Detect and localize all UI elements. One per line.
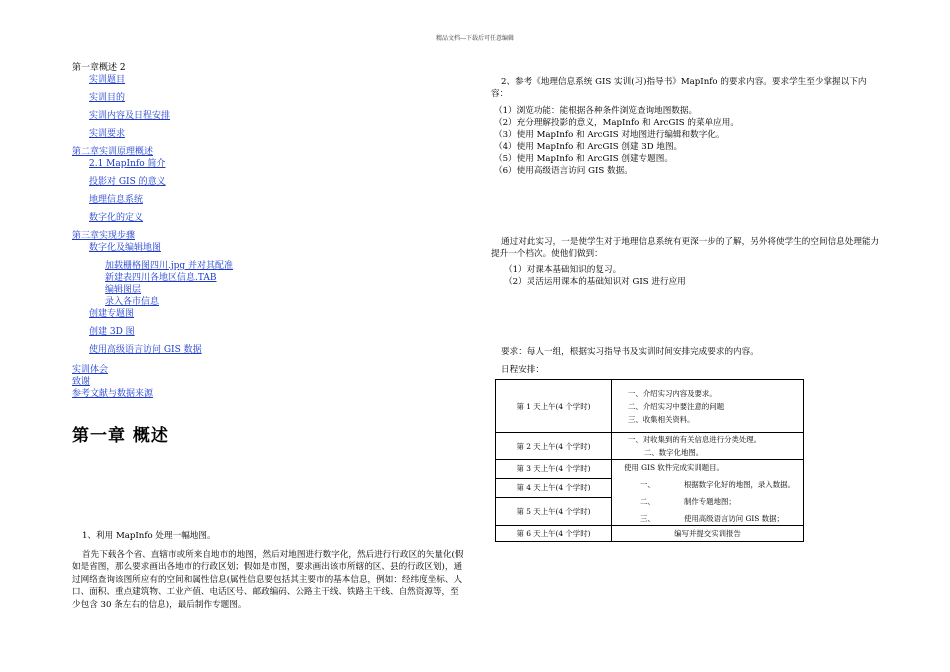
toc-entry[interactable] bbox=[72, 364, 412, 376]
toc-link[interactable]: 第二章实训原理概述 bbox=[72, 147, 154, 157]
day-cell: 第 4 天上午(4 个学时) bbox=[496, 478, 612, 497]
toc-link[interactable]: 创建 3D 图 bbox=[89, 327, 135, 337]
toc-link[interactable]: 第三章实现步骤 bbox=[72, 231, 136, 241]
day-cell: 第 3 天上午(4 个学时) bbox=[496, 460, 612, 479]
table-row bbox=[496, 526, 804, 542]
list-item: （3）使用 MapInfo 和 ArcGIS 对地图进行编辑和数字化。 bbox=[494, 130, 725, 140]
toc-entry[interactable] bbox=[72, 242, 412, 254]
day-cell: 第 6 天上午(4 个学时) bbox=[496, 526, 612, 542]
toc-entry[interactable] bbox=[72, 284, 412, 296]
toc-entry[interactable] bbox=[72, 326, 412, 338]
list-item: （2）灵活运用课本的基础知识对 GIS 进行应用 bbox=[504, 277, 686, 287]
purpose-paragraph: 通过对此实习，一是使学生对于地理信息系统有更深一步的了解，另外将使学生的空间信息处理能力提升一个档次。使他们做到： bbox=[491, 237, 880, 259]
table-of-contents bbox=[72, 62, 412, 400]
toc-entry[interactable] bbox=[72, 74, 412, 86]
toc-link[interactable]: 录入各市信息 bbox=[105, 297, 160, 307]
toc-entry[interactable] bbox=[72, 296, 412, 308]
table-row bbox=[496, 380, 804, 433]
content-line: 一、对收集到的有关信息进行分类处理。 bbox=[628, 435, 762, 444]
toc-link[interactable]: 2.1 MapInfo 简介 bbox=[89, 159, 166, 169]
toc-entry[interactable] bbox=[72, 376, 412, 388]
item-number: 一、 bbox=[640, 480, 655, 489]
toc-text: 第一章概述 2 bbox=[72, 63, 126, 73]
toc-entry[interactable] bbox=[72, 92, 412, 104]
toc-link[interactable]: 致谢 bbox=[72, 377, 91, 387]
toc-entry[interactable] bbox=[72, 158, 412, 170]
toc-entry[interactable] bbox=[72, 272, 412, 284]
item-number: 二、 bbox=[640, 497, 655, 506]
content-line: 二、数字化地图。 bbox=[644, 448, 704, 457]
content-line: 三、收集相关资料。 bbox=[628, 414, 695, 424]
toc-link[interactable]: 新建表四川各地区信息.TAB bbox=[105, 273, 217, 283]
requirement-text: 要求：每人一组，根据实习指导书及实训时间安排完成要求的内容。 bbox=[501, 347, 759, 357]
day-cell: 第 5 天上午(4 个学时) bbox=[496, 497, 612, 525]
toc-link[interactable]: 实训题目 bbox=[89, 75, 126, 85]
toc-link[interactable]: 地理信息系统 bbox=[89, 195, 144, 205]
toc-entry[interactable] bbox=[72, 230, 412, 242]
content-line: 一、介绍实习内容及要求。 bbox=[628, 388, 717, 398]
content-line: 使用高级语言访问 GIS 数据； bbox=[684, 514, 784, 523]
toc-link[interactable]: 投影对 GIS 的意义 bbox=[89, 177, 166, 187]
toc-link[interactable]: 实训目的 bbox=[89, 93, 126, 103]
chapter-heading: 第一章 概述 bbox=[72, 426, 169, 446]
list-item: （6）使用高级语言访问 GIS 数据。 bbox=[494, 166, 633, 176]
day-cell: 第 1 天上午(4 个学时) bbox=[496, 380, 612, 433]
toc-link[interactable]: 参考文献与数据来源 bbox=[72, 389, 154, 399]
list-item: （1）对课本基础知识的复习。 bbox=[504, 265, 622, 275]
toc-link[interactable]: 实训要求 bbox=[89, 129, 126, 139]
toc-entry[interactable] bbox=[72, 146, 412, 158]
schedule-label: 日程安排： bbox=[501, 365, 544, 375]
toc-link[interactable]: 创建专题图 bbox=[89, 309, 135, 319]
section-1 bbox=[72, 530, 464, 611]
content-line: 根据数字化好的地图，录入数据。 bbox=[684, 480, 795, 489]
list-item: （2）充分理解投影的意义，MapInfo 和 ArcGIS 的菜单应用。 bbox=[494, 118, 739, 128]
toc-link[interactable]: 数字化及编辑地图 bbox=[89, 243, 162, 253]
toc-entry[interactable] bbox=[72, 388, 412, 400]
toc-entry[interactable] bbox=[72, 194, 412, 206]
toc-entry bbox=[72, 62, 412, 74]
day-cell: 第 2 天上午(4 个学时) bbox=[496, 433, 612, 460]
merged-content-cell bbox=[612, 460, 804, 526]
toc-link[interactable]: 数字化的定义 bbox=[89, 213, 144, 223]
content-cell bbox=[612, 380, 804, 433]
toc-entry[interactable] bbox=[72, 110, 412, 122]
table-row bbox=[496, 460, 804, 479]
toc-entry[interactable] bbox=[72, 212, 412, 224]
list-item: （5）使用 MapInfo 和 ArcGIS 创建专题图。 bbox=[494, 154, 673, 164]
section-1-subtitle: 1、利用 MapInfo 处理一幅地图。 bbox=[82, 531, 216, 541]
toc-entry[interactable] bbox=[72, 176, 412, 188]
toc-entry[interactable] bbox=[72, 128, 412, 140]
item-number: 三、 bbox=[640, 514, 655, 523]
content-line: 制作专题地图； bbox=[684, 497, 736, 506]
toc-link[interactable]: 实训体会 bbox=[72, 365, 109, 375]
schedule-table bbox=[495, 379, 804, 542]
page-header: 精品文档---下载后可任意编辑 bbox=[435, 35, 515, 42]
purpose-section bbox=[491, 236, 881, 288]
toc-link[interactable]: 使用高级语言访问 GIS 数据 bbox=[89, 345, 202, 355]
content-line: 使用 GIS 软件完成实训题目。 bbox=[624, 463, 724, 472]
toc-entry[interactable] bbox=[72, 344, 412, 356]
toc-link[interactable]: 实训内容及日程安排 bbox=[89, 111, 171, 121]
content-cell bbox=[612, 433, 804, 460]
toc-entry[interactable] bbox=[72, 260, 412, 272]
section-2-intro: 2、参考《地理信息系统 GIS 实训(习)指导书》MapInfo 的要求内容。要求学生至少掌握以下内容： bbox=[491, 77, 867, 99]
toc-link[interactable]: 编辑图层 bbox=[105, 285, 142, 295]
list-item: （4）使用 MapInfo 和 ArcGIS 创建 3D 地图。 bbox=[494, 142, 683, 152]
section-1-paragraph: 首先下载各个省、直辖市或所来自地市的地图，然后对地图进行数字化，然后进行行政区的矢量化(假如是省图，那么要求画出各地市的行政区划；假如是市图，要求画出该市所辖的区、县的行政区划)，通过网络查询该图所应有的空间和属性信息(属性信息要包括其主要市的基本信息，例如：经纬度坐标、人口、面积、重点建筑物、工业产值、电话区号、邮政编码、公路主干线、铁路主干线、自然资源等，至少包含 30 条左右的信息)，最后制作专题图。 bbox=[72, 549, 464, 610]
table-row bbox=[496, 433, 804, 460]
section-2 bbox=[491, 76, 881, 177]
toc-entry[interactable] bbox=[72, 308, 412, 320]
toc-link[interactable]: 加载栅格图四川.jpg 并对其配准 bbox=[105, 261, 234, 271]
list-item: （1）浏览功能：能根据各种条件浏览查询地图数据。 bbox=[494, 106, 698, 116]
content-line: 二、介绍实习中要注意的问题 bbox=[628, 401, 725, 411]
content-cell: 编写并提交实训报告 bbox=[612, 526, 804, 542]
